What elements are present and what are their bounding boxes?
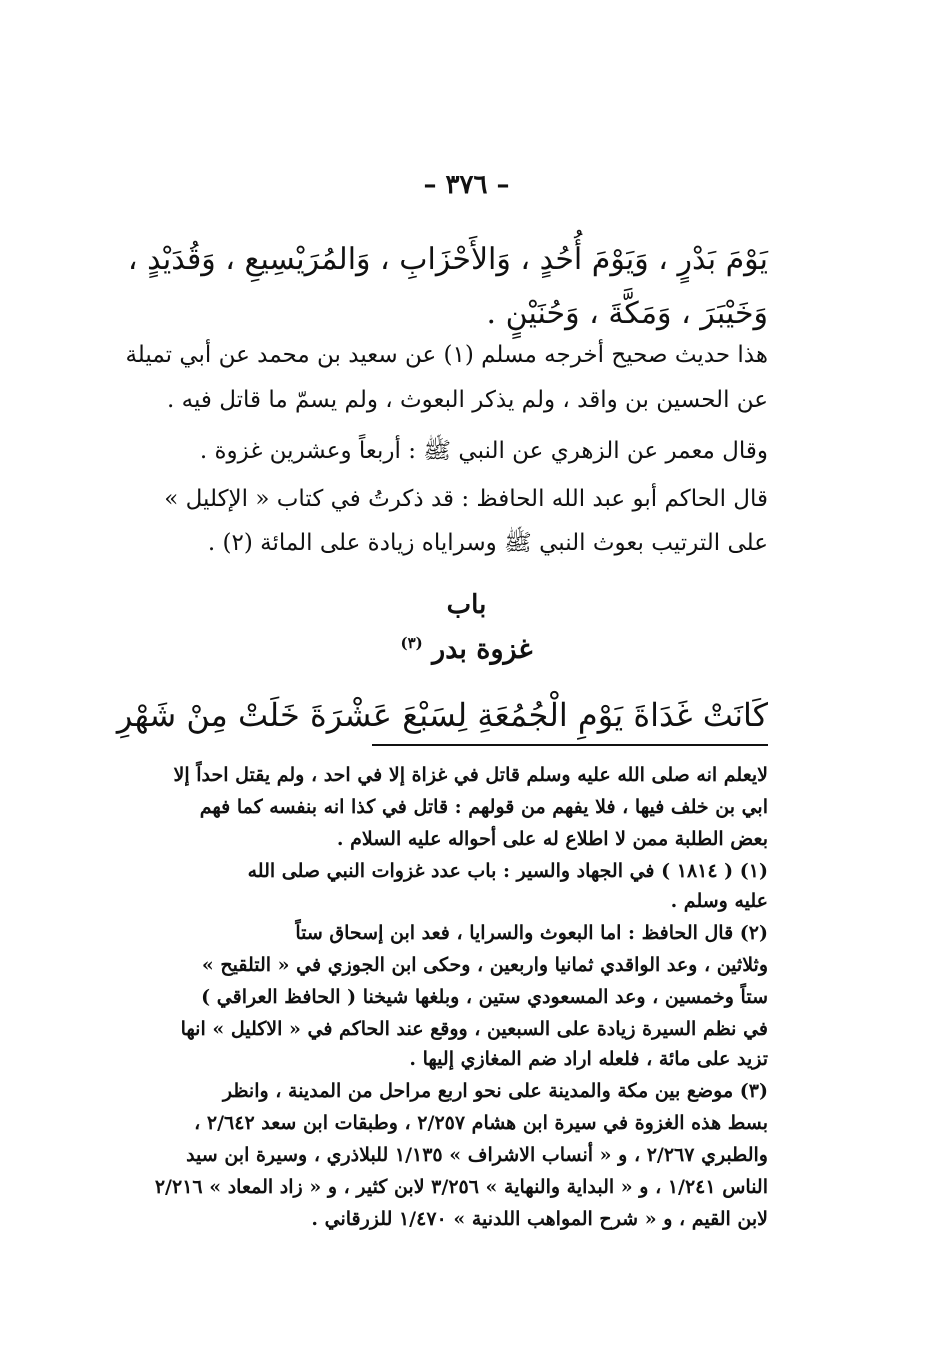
hadith-text-line: عن الحسين بن واقد ، ولم يذكر البعوث ، ولم يسمّ ما قاتل فيه .	[167, 387, 768, 413]
footnote-3-line: الناس ١/٢٤١ ، و « البداية والنهاية » ٣/٢٥٦ لابن كثير ، و « زاد المعاد » ٢/٢١٦	[154, 1176, 768, 1198]
footnote-3-line: بسط هذه الغزوة في سيرة ابن هشام ٢/٢٥٧ ، وطبقات ابن سعد ٢/٦٤٢ ،	[194, 1112, 768, 1134]
section-title-text: غزوة بدر	[432, 634, 533, 665]
verse-line-1: يَوْمَ بَدْرٍ ، وَيَوْمَ أُحُدٍ ، وَالأَحْزَابِ ، وَالمُرَيْسِيعِ ، وَقُدَيْدٍ ،	[127, 242, 768, 277]
footnote-2-line: وثلاثين ، وعد الواقدي ثمانيا واربعين ، وحكى ابن الجوزي في « التلقيح »	[201, 954, 768, 976]
footnote-2-line: ستاً وخمسين ، وعد المسعودي ستين ، وبلغها شيخنا ( الحافظ العراقي )	[201, 986, 768, 1008]
footnote-2-line: في نظم السيرة زيادة على السبعين ، ووقع عند الحاكم في « الاكليل » انها	[180, 1018, 768, 1040]
section-heading-bab: باب	[446, 590, 487, 620]
footnote-line: لايعلم انه صلى الله عليه وسلم قاتل في غزاة إلا في احد ، ولم يقتل احداً إلا	[173, 764, 768, 786]
footnote-1-line: عليه وسلم .	[670, 890, 768, 912]
verse-line-2: وَخَيْبَرَ ، وَمَكَّةَ ، وَحُنَيْنٍ .	[486, 296, 768, 331]
hadith-text-line: على الترتيب بعوث النبي ﷺ وسراياه زيادة على المائة (٢) .	[207, 530, 768, 556]
page-number: – ٣٧٦ –	[423, 170, 510, 200]
footnote-line: ابي بن خلف فيها ، فلا يفهم من قولهم : قاتل في كذا انه بنفسه كما فهم	[199, 796, 768, 818]
hadith-text-line: هذا حديث صحيح أخرجه مسلم (١) عن سعيد بن محمد عن أبي تميلة	[125, 342, 768, 368]
footnote-1-line: (١) ( ١٨١٤ ) في الجهاد والسير : باب عدد غزوات النبي صلى الله	[247, 860, 768, 882]
footnote-3-line: (٣) موضع بين مكة والمدينة على نحو اربع مراحل من المدينة ، وانظر	[222, 1080, 768, 1102]
section-title-footnote-ref: (٣)	[400, 634, 423, 652]
footnote-divider	[372, 744, 768, 746]
hadith-text-line: قال الحاكم أبو عبد الله الحافظ : قد ذكرتُ في كتاب « الإكليل »	[164, 486, 768, 512]
hadith-quote-line: كَانَتْ غَدَاةَ يَوْمِ الْجُمُعَةِ لِسَبْعَ عَشْرَةَ خَلَتْ مِنْ شَهْرِ	[116, 696, 768, 734]
section-title	[0, 634, 933, 665]
footnote-3-line: والطبري ٢/٢٦٧ ، و « أنساب الاشراف » ١/١٣٥ للبلاذري ، وسيرة ابن سيد	[186, 1144, 768, 1166]
footnote-2-line: تزيد على مائة ، فلعله اراد ضم المغازي إليها .	[409, 1048, 768, 1070]
footnote-line: بعض الطلبة ممن لا اطلاع له على أحواله عليه السلام .	[336, 828, 768, 850]
footnote-2-line: (٢) قال الحافظ : اما البعوث والسرايا ، فعد ابن إسحاق ستاً	[295, 922, 768, 944]
hadith-text-line: وقال معمر عن الزهري عن النبي ﷺ : أربعاً وعشرين غزوة .	[199, 438, 768, 464]
footnote-3-line: لابن القيم ، و « شرح المواهب اللدنية » ١/٤٧٠ للزرقاني .	[311, 1208, 768, 1230]
